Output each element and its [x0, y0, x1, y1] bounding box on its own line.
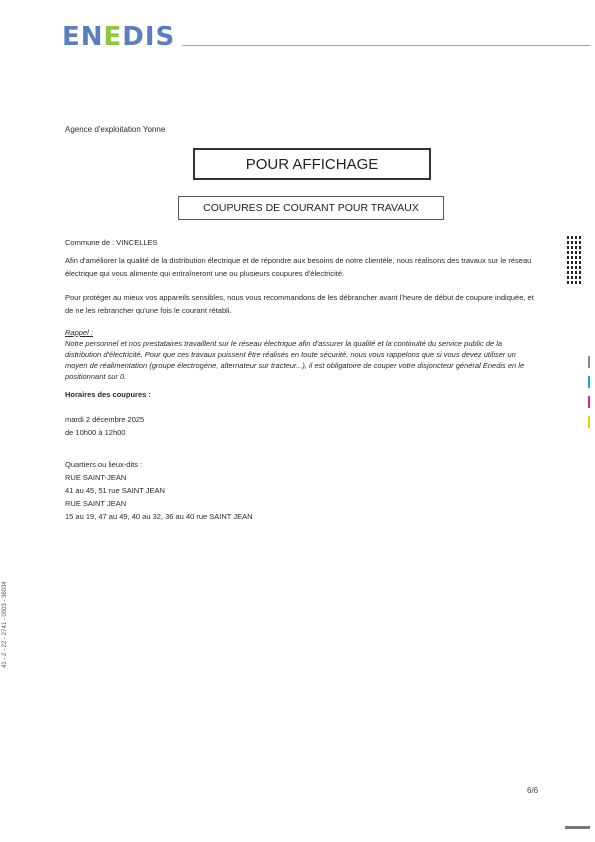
- enedis-logo: ENEDIS: [62, 22, 176, 52]
- footer-mark: [565, 826, 590, 829]
- cyan-mark: [588, 376, 590, 388]
- gray-mark: [588, 356, 590, 368]
- street-item: 41 au 45, 51 rue SAINT JEAN: [65, 486, 165, 495]
- quartiers-label: Quartiers ou lieux-dits :: [65, 460, 143, 469]
- street-item: RUE SAINT JEAN: [65, 499, 127, 508]
- margin-code: 41 - 2 - 22 - 2741 - 0003 - 36034: [2, 581, 8, 668]
- commune-label: Commune de : VINCELLES: [65, 238, 158, 247]
- subtitle-box: COUPURES DE COURANT POUR TRAVAUX: [178, 196, 444, 220]
- schedule-time: de 10h00 à 12h00: [65, 428, 126, 437]
- qr-code: [567, 236, 581, 284]
- street-item: RUE SAINT-JEAN: [65, 473, 127, 482]
- agency-name: Agence d'exploitation Yonne: [65, 125, 166, 134]
- yellow-mark: [588, 416, 590, 428]
- magenta-mark: [588, 396, 590, 408]
- quartiers-section: [65, 458, 543, 523]
- horaires-label: Horaires des coupures :: [65, 390, 151, 399]
- street-list: [65, 471, 543, 523]
- schedule: [65, 413, 543, 439]
- header-rule: [182, 45, 590, 46]
- rappel-text: Notre personnel et nos prestataires travaillent sur le réseau électrique afin d'assurer la qualité et la continuité du service public de la distribution d'électricité. Pour que ces travaux puissent être réalisés en toute sécurité, nous vous rappelons que si vous devez utiliser un moyen de réalimentation (groupe électrogène, alternateur sur tracteur...), il est obligatoire de couper votre disjoncteur général Enedis en le positionnant sur 0.: [65, 339, 525, 381]
- rappel-title: Rappel :: [65, 328, 93, 337]
- schedule-date: mardi 2 décembre 2025: [65, 415, 145, 424]
- page-number: 6/6: [527, 786, 539, 795]
- title-box: POUR AFFICHAGE: [193, 148, 431, 180]
- street-item: 15 au 19, 47 au 49, 40 au 32, 36 au 40 rue SAINT JEAN: [65, 512, 253, 521]
- protection-paragraph: Pour protéger au mieux vos appareils sensibles, nous vous recommandons de les débrancher avant l'heure de début de coupure indiquée, et de ne les rebrancher qu'une fois le courant rétabli.: [65, 293, 534, 315]
- rappel-section: [65, 327, 535, 382]
- intro-paragraph: Afin d'améliorer la qualité de la distribution électrique et de répondre aux besoins de notre clientèle, nous réalisons des travaux sur le réseau électrique qui vous alimente qui entraîneront une ou plusieurs coupures d'électricité.: [65, 256, 532, 278]
